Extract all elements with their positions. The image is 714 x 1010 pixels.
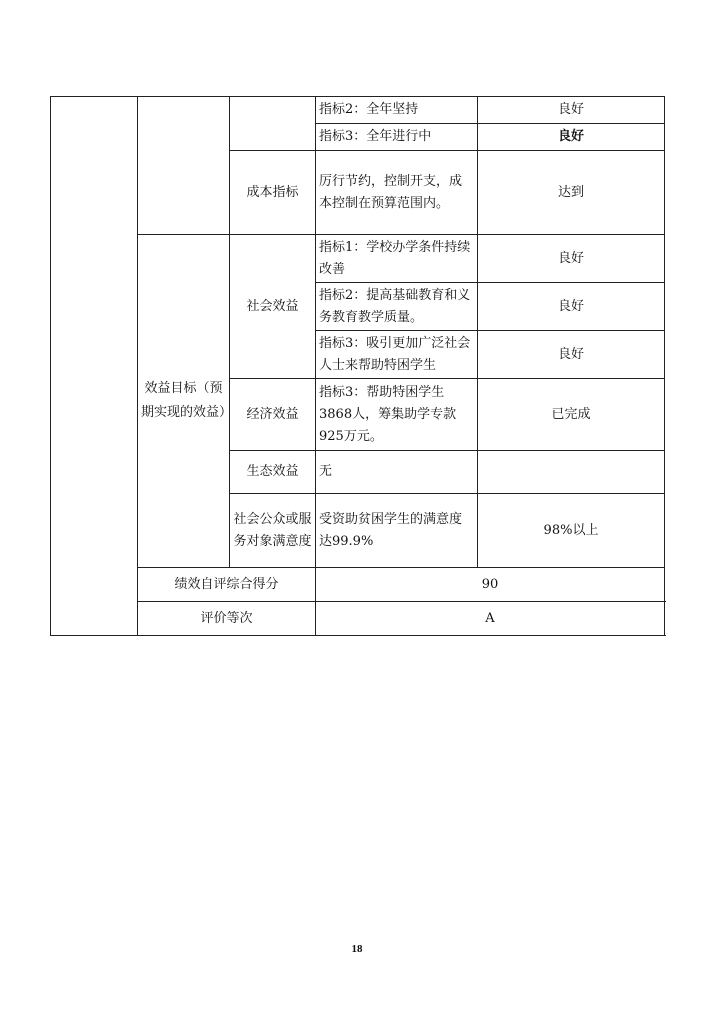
value-cell: 良好 — [478, 331, 665, 379]
page-number: 18 — [351, 943, 363, 955]
indicator-cell: 无 — [316, 451, 478, 494]
value-cell: 达到 — [478, 151, 665, 235]
benefit-group-label: 效益目标（预期实现的效益） — [138, 235, 230, 568]
score-value: 90 — [316, 568, 665, 602]
table-row — [51, 602, 665, 636]
value-cell: 98%以上 — [478, 494, 665, 568]
outer-group-cell — [51, 97, 138, 636]
indicator-cell: 指标1：学校办学条件持续改善 — [316, 235, 478, 283]
value-cell: 良好 — [478, 235, 665, 283]
value-cell: 良好 — [478, 283, 665, 331]
subgroup-cell — [138, 97, 230, 235]
indicator-cell: 指标3：吸引更加广泛社会人士来帮助特困学生 — [316, 331, 478, 379]
value-cell: 良好 — [478, 97, 665, 124]
performance-table — [50, 96, 665, 636]
value-cell: 已完成 — [478, 379, 665, 451]
table-row — [51, 568, 665, 602]
value-cell — [478, 451, 665, 494]
table-row — [51, 235, 665, 283]
indicator-cell: 指标3：全年进行中 — [316, 124, 478, 151]
table-row — [51, 97, 665, 124]
indicator-cell: 厉行节约，控制开支，成本控制在预算范围内。 — [316, 151, 478, 235]
category-cost: 成本指标 — [230, 151, 316, 235]
indicator-cell: 受资助贫困学生的满意度达99.9% — [316, 494, 478, 568]
indicator-cell: 指标3：帮助特困学生3868人，筹集助学专款925万元。 — [316, 379, 478, 451]
category-satisfaction: 社会公众或服务对象满意度 — [230, 494, 316, 568]
grade-value: A — [316, 602, 665, 636]
category-social: 社会效益 — [230, 235, 316, 379]
indicator-cell: 指标2：全年坚持 — [316, 97, 478, 124]
category-cell — [230, 97, 316, 151]
category-ecological: 生态效益 — [230, 451, 316, 494]
indicator-cell: 指标2：提高基础教育和义务教育教学质量。 — [316, 283, 478, 331]
category-economic: 经济效益 — [230, 379, 316, 451]
score-label: 绩效自评综合得分 — [138, 568, 316, 602]
grade-label: 评价等次 — [138, 602, 316, 636]
value-cell: 良好 — [478, 124, 665, 151]
